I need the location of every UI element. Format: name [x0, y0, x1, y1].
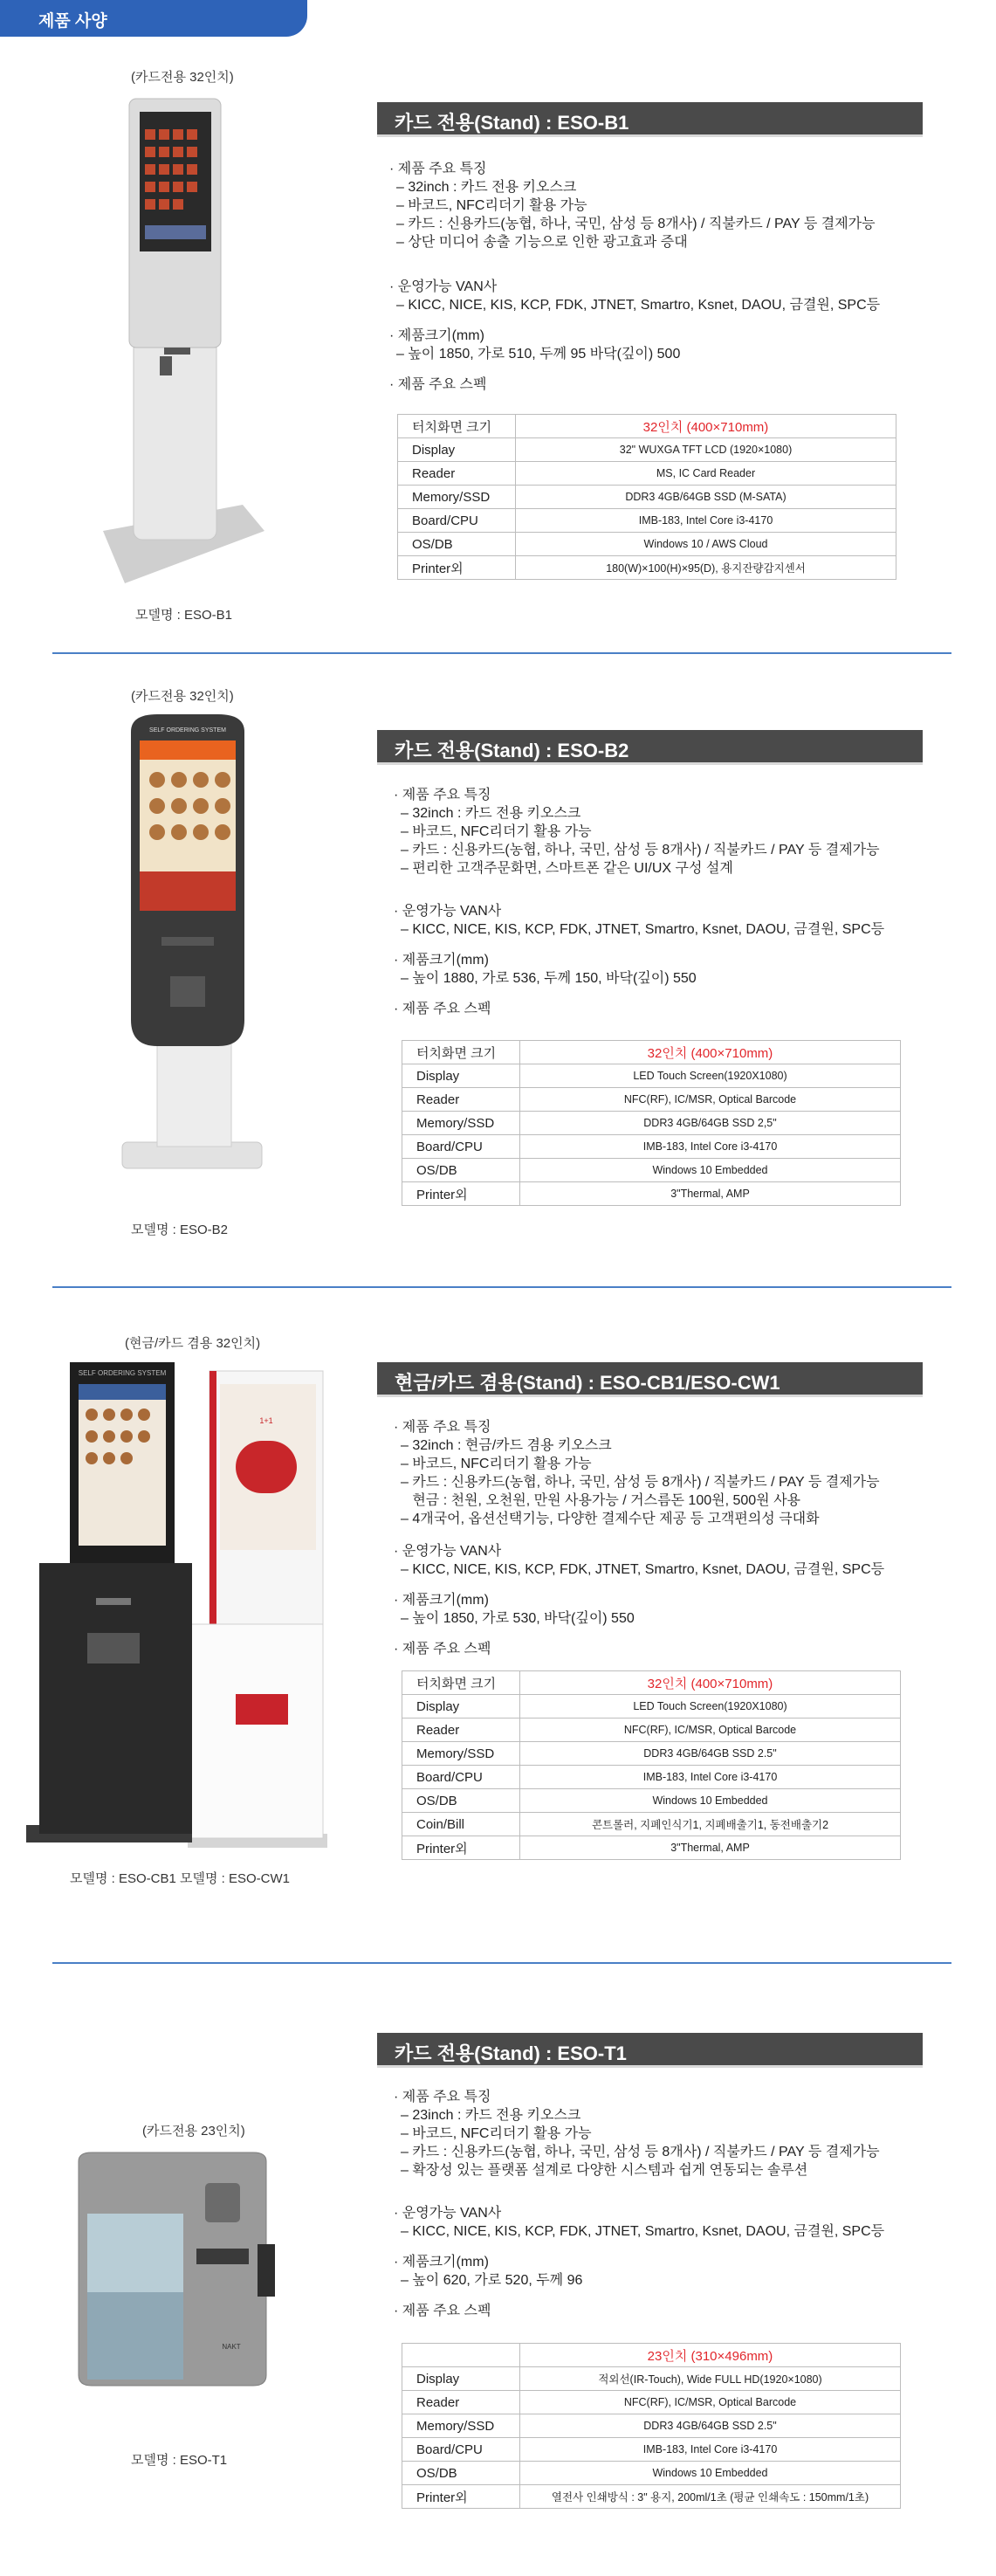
spec-value: 32인치 (400×710mm): [520, 1671, 901, 1695]
svg-text:SELF ORDERING SYSTEM: SELF ORDERING SYSTEM: [149, 727, 226, 734]
spec-row: [398, 486, 896, 509]
spec-row: [402, 1671, 901, 1695]
spec-row: [398, 415, 896, 438]
spec-row: [402, 1742, 901, 1766]
spec-value: 23인치 (310×496mm): [520, 2344, 901, 2367]
spec-row: [402, 2414, 901, 2438]
feature-item: – 상단 미디어 송출 기능으로 인한 광고효과 증대: [396, 235, 688, 250]
product-features: [394, 786, 884, 1032]
spec-key: Display: [398, 438, 516, 462]
kiosk-eso-cb1-cw1-image: [26, 1362, 340, 1851]
spec-row: [402, 1112, 901, 1135]
van-heading: · 운영가능 VAN사: [394, 904, 502, 919]
feature-item: – 바코드, NFC리더기 활용 가능: [401, 2126, 592, 2141]
spec-key: Board/CPU: [402, 1135, 520, 1159]
spec-row: [398, 509, 896, 533]
spec-key: Display: [402, 1064, 520, 1088]
size-value: – 높이 1850, 가로 510, 두께 95 바닥(깊이) 500: [396, 347, 681, 362]
size-heading: · 제품크기(mm): [394, 953, 489, 968]
product-title: 카드 전용(Stand) : ESO-B1: [395, 112, 629, 134]
spec-value: 32인치 (400×710mm): [520, 1041, 901, 1064]
product-caption: (카드전용 32인치): [131, 70, 234, 85]
feature-item: – 23inch : 카드 전용 키오스크: [401, 2108, 581, 2123]
spec-table: [402, 2343, 901, 2509]
svg-text:SELF ORDERING SYSTEM: SELF ORDERING SYSTEM: [78, 1369, 167, 1377]
spec-row: [402, 2485, 901, 2509]
spec-key: 터치화면 크기: [402, 1671, 520, 1695]
spec-value: 180(W)×100(H)×95(D), 용지잔량감지센서: [516, 556, 896, 580]
feature-item: – 편리한 고객주문화면, 스마트폰 같은 UI/UX 구성 설계: [401, 861, 733, 876]
spec-heading: · 제품 주요 스펙: [394, 2304, 491, 2318]
feature-item: – 카드 : 신용카드(농협, 하나, 국민, 삼성 등 8개사) / 직불카드 / PAY 등 결제가능: [401, 843, 880, 858]
spec-row: [402, 1836, 901, 1860]
spec-key: Coin/Bill: [402, 1813, 520, 1836]
product-title-bar: [377, 2033, 923, 2068]
spec-value: 콘트롤러, 지폐인식기1, 지폐배출기1, 동전배출기2: [520, 1813, 901, 1836]
spec-row: [402, 2462, 901, 2485]
spec-row: [402, 1766, 901, 1789]
feature-item: – 카드 : 신용카드(농협, 하나, 국민, 삼성 등 8개사) / 직불카드 / PAY 등 결제가능: [401, 1475, 880, 1490]
spec-value: MS, IC Card Reader: [516, 462, 896, 486]
feature-item: – 바코드, NFC리더기 활용 가능: [396, 198, 587, 213]
spec-value: 3"Thermal, AMP: [520, 1836, 901, 1860]
size-heading: · 제품크기(mm): [389, 328, 484, 343]
van-heading: · 운영가능 VAN사: [394, 2206, 502, 2221]
spec-value: DDR3 4GB/64GB SSD 2.5": [520, 2414, 901, 2438]
feature-item: 현금 : 천원, 오천원, 만원 사용가능 / 거스름돈 100원, 500원 사용: [401, 1493, 800, 1508]
spec-value: NFC(RF), IC/MSR, Optical Barcode: [520, 2391, 901, 2414]
spec-value: LED Touch Screen(1920X1080): [520, 1064, 901, 1088]
spec-heading: · 제품 주요 스펙: [389, 377, 487, 392]
section-divider: [52, 1962, 951, 1964]
spec-key: Memory/SSD: [402, 1112, 520, 1135]
spec-key: OS/DB: [402, 1789, 520, 1813]
product-title-bar: [377, 730, 923, 765]
spec-key: OS/DB: [402, 2462, 520, 2485]
spec-key: Reader: [398, 462, 516, 486]
spec-table: [397, 414, 896, 580]
spec-key: Display: [402, 2367, 520, 2391]
spec-row: [402, 1135, 901, 1159]
spec-value: IMB-183, Intel Core i3-4170: [516, 509, 896, 533]
spec-heading: · 제품 주요 스펙: [394, 1642, 491, 1656]
spec-key: OS/DB: [402, 1159, 520, 1182]
spec-key: Memory/SSD: [402, 2414, 520, 2438]
section-divider: [52, 652, 951, 654]
spec-row: [402, 2391, 901, 2414]
spec-key: 터치화면 크기: [398, 415, 516, 438]
feature-item: – 32inch : 현금/카드 겸용 키오스크: [401, 1438, 612, 1453]
spec-value: 열전사 인쇄방식 : 3" 용지, 200ml/1초 (평균 인쇄속도 : 150mm/1초): [520, 2485, 901, 2509]
product-title-bar: [377, 1362, 923, 1397]
spec-heading: · 제품 주요 스펙: [394, 1002, 491, 1016]
spec-table: [402, 1040, 901, 1206]
spec-row: [398, 533, 896, 556]
van-list: – KICC, NICE, KIS, KCP, FDK, JTNET, Smartro, Ksnet, DAOU, 금결원, SPC등: [396, 298, 881, 313]
svg-text:NAKT: NAKT: [222, 2343, 241, 2351]
feature-item: – 4개국어, 옵션선택기능, 다양한 결제수단 제공 등 고객편의성 극대화: [401, 1512, 820, 1526]
spec-value: Windows 10 / AWS Cloud: [516, 533, 896, 556]
spec-value: Windows 10 Embedded: [520, 1159, 901, 1182]
van-list: – KICC, NICE, KIS, KCP, FDK, JTNET, Smartro, Ksnet, DAOU, 금결원, SPC등: [401, 922, 885, 937]
spec-key: [402, 2344, 520, 2367]
spec-value: DDR3 4GB/64GB SSD 2,5": [520, 1112, 901, 1135]
spec-value: IMB-183, Intel Core i3-4170: [520, 1135, 901, 1159]
van-heading: · 운영가능 VAN사: [394, 1544, 502, 1559]
svg-text:1+1: 1+1: [259, 1416, 273, 1425]
product-caption: (카드전용 32인치): [131, 689, 234, 704]
spec-row: [398, 438, 896, 462]
section-header-tab: [0, 0, 307, 37]
product-title: 카드 전용(Stand) : ESO-B2: [395, 740, 629, 761]
product-features: [389, 160, 880, 408]
spec-value: LED Touch Screen(1920X1080): [520, 1695, 901, 1718]
spec-row: [402, 1041, 901, 1064]
product-features: [394, 2088, 884, 2334]
feature-item: – 카드 : 신용카드(농협, 하나, 국민, 삼성 등 8개사) / 직불카드 / PAY 등 결제가능: [396, 217, 876, 231]
features-heading: · 제품 주요 특징: [389, 162, 487, 176]
spec-table: [402, 1670, 901, 1860]
product-model-label: 모델명 : ESO-T1: [131, 2453, 228, 2468]
spec-key: Printer외: [402, 2485, 520, 2509]
van-heading: · 운영가능 VAN사: [389, 279, 498, 294]
spec-key: Memory/SSD: [398, 486, 516, 509]
size-value: – 높이 1850, 가로 530, 바닥(깊이) 550: [401, 1611, 635, 1626]
feature-item: – 바코드, NFC리더기 활용 가능: [401, 824, 592, 839]
product-caption: (현금/카드 겸용 32인치): [125, 1336, 261, 1351]
spec-value: 32인치 (400×710mm): [516, 415, 896, 438]
spec-key: Board/CPU: [402, 2438, 520, 2462]
size-value: – 높이 1880, 가로 536, 두께 150, 바닥(깊이) 550: [401, 971, 697, 986]
spec-row: [398, 462, 896, 486]
spec-row: [402, 2438, 901, 2462]
product-title: 현금/카드 겸용(Stand) : ESO-CB1/ESO-CW1: [395, 1372, 780, 1394]
spec-key: Printer외: [402, 1836, 520, 1860]
van-list: – KICC, NICE, KIS, KCP, FDK, JTNET, Smartro, Ksnet, DAOU, 금결원, SPC등: [401, 1562, 885, 1577]
spec-key: Printer외: [398, 556, 516, 580]
kiosk-eso-t1-image: [52, 2148, 297, 2393]
spec-row: [402, 1813, 901, 1836]
spec-row: [402, 1159, 901, 1182]
feature-item: – 바코드, NFC리더기 활용 가능: [401, 1457, 592, 1471]
product-title: 카드 전용(Stand) : ESO-T1: [395, 2042, 627, 2064]
feature-item: – 확장성 있는 플랫폼 설계로 다양한 시스템과 쉽게 연동되는 솔루션: [401, 2163, 808, 2178]
spec-key: Reader: [402, 1088, 520, 1112]
spec-key: Board/CPU: [402, 1766, 520, 1789]
spec-value: 3"Thermal, AMP: [520, 1182, 901, 1206]
spec-key: 터치화면 크기: [402, 1041, 520, 1064]
spec-key: Memory/SSD: [402, 1742, 520, 1766]
spec-key: Reader: [402, 1718, 520, 1742]
spec-key: Display: [402, 1695, 520, 1718]
spec-row: [402, 1789, 901, 1813]
product-model-label: 모델명 : ESO-CB1 모델명 : ESO-CW1: [70, 1871, 290, 1886]
kiosk-eso-b2-image: [105, 714, 279, 1186]
spec-row: [402, 1064, 901, 1088]
spec-row: [402, 1088, 901, 1112]
spec-key: OS/DB: [398, 533, 516, 556]
spec-row: [402, 2344, 901, 2367]
van-list: – KICC, NICE, KIS, KCP, FDK, JTNET, Smartro, Ksnet, DAOU, 금결원, SPC등: [401, 2224, 885, 2239]
product-title-bar: [377, 102, 923, 137]
spec-key: Printer외: [402, 1182, 520, 1206]
spec-row: [402, 1695, 901, 1718]
feature-item: – 카드 : 신용카드(농협, 하나, 국민, 삼성 등 8개사) / 직불카드 / PAY 등 결제가능: [401, 2145, 880, 2159]
spec-value: 적외선(IR-Touch), Wide FULL HD(1920×1080): [520, 2367, 901, 2391]
size-value: – 높이 620, 가로 520, 두께 96: [401, 2273, 583, 2288]
feature-item: – 32inch : 카드 전용 키오스크: [396, 180, 577, 195]
spec-key: Board/CPU: [398, 509, 516, 533]
spec-row: [398, 556, 896, 580]
size-heading: · 제품크기(mm): [394, 1593, 489, 1608]
spec-value: NFC(RF), IC/MSR, Optical Barcode: [520, 1718, 901, 1742]
section-header-label: 제품 사양: [38, 12, 107, 31]
spec-value: Windows 10 Embedded: [520, 2462, 901, 2485]
spec-row: [402, 1718, 901, 1742]
features-heading: · 제품 주요 특징: [394, 788, 491, 802]
spec-value: Windows 10 Embedded: [520, 1789, 901, 1813]
spec-value: IMB-183, Intel Core i3-4170: [520, 1766, 901, 1789]
features-heading: · 제품 주요 특징: [394, 1420, 491, 1435]
spec-key: Reader: [402, 2391, 520, 2414]
feature-item: – 32inch : 카드 전용 키오스크: [401, 806, 581, 821]
product-caption: (카드전용 23인치): [142, 2124, 245, 2139]
section-divider: [52, 1286, 951, 1288]
spec-row: [402, 1182, 901, 1206]
spec-value: DDR3 4GB/64GB SSD (M-SATA): [516, 486, 896, 509]
features-heading: · 제품 주요 특징: [394, 2090, 491, 2104]
spec-value: 32" WUXGA TFT LCD (1920×1080): [516, 438, 896, 462]
size-heading: · 제품크기(mm): [394, 2255, 489, 2269]
spec-value: NFC(RF), IC/MSR, Optical Barcode: [520, 1088, 901, 1112]
product-model-label: 모델명 : ESO-B2: [131, 1223, 228, 1237]
product-features: [394, 1418, 884, 1672]
spec-value: DDR3 4GB/64GB SSD 2.5": [520, 1742, 901, 1766]
spec-value: IMB-183, Intel Core i3-4170: [520, 2438, 901, 2462]
product-model-label: 모델명 : ESO-B1: [135, 608, 232, 623]
kiosk-eso-b1-image: [94, 94, 269, 601]
spec-row: [402, 2367, 901, 2391]
